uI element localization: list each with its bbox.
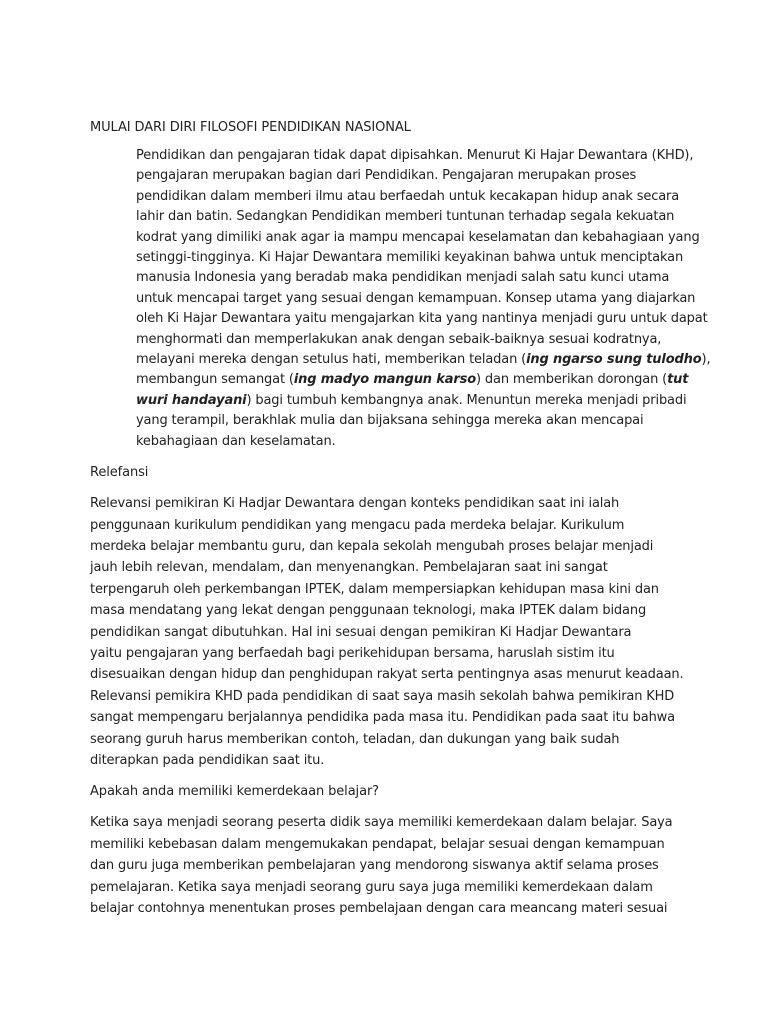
- emphasis-wuri-handayani: wuri handayani: [136, 392, 247, 408]
- paragraph-line: pemelajaran. Ketika saya menjadi seorang guru saya juga memiliki kemerdekaan dalam: [90, 879, 653, 895]
- line-segment: ) bagi tumbuh kembangnya anak. Menuntun mereka menjadi pribadi: [246, 392, 687, 408]
- line-segment: membangun semangat (: [136, 372, 294, 388]
- paragraph-line: Relevansi pemikiran Ki Hadjar Dewantara dengan konteks pendidikan saat ini ialah: [90, 496, 620, 512]
- paragraph-line: diterapkan pada pendidikan saat itu.: [90, 752, 325, 768]
- line-segment: melayani mereka dengan setulus hati, memberikan teladan (: [136, 352, 527, 368]
- paragraph-line: manusia Indonesia yang beradab maka pendidikan menjadi salah satu kunci utama: [136, 270, 670, 286]
- emphasis-ing-madyo: ing madyo mangun karso: [293, 372, 477, 388]
- paragraph-line: lahir dan batin. Sedangkan Pendidikan memberi tuntunan terhadap segala kekuatan: [136, 209, 675, 225]
- line-segment: ),: [701, 352, 711, 368]
- paragraph-line: kodrat yang dimiliki anak agar ia mampu mencapai keselamatan dan kebahagiaan yang: [136, 229, 700, 245]
- paragraph-line: merdeka belajar membantu guru, dan kepala sekolah mengubah proses belajar menjadi: [90, 538, 654, 554]
- paragraph-line: belajar contohnya menentukan proses pembelajaan dengan cara meancang materi sesuai: [90, 901, 668, 916]
- paragraph-line: disesuaikan dengan hidup dan penghidupan rakyat serta pentingnya asas menurut keadaan.: [90, 667, 684, 683]
- heading-relefansi: Relefansi: [90, 465, 149, 481]
- paragraph-line: kebahagiaan dan keselamatan.: [136, 433, 336, 449]
- paragraph-line: dan guru juga memberikan pembelajaran yang mendorong siswanya aktif selama proses: [90, 858, 659, 874]
- paragraph-philosophy: [136, 146, 711, 452]
- paragraph-line: yang terampil, berakhlak mulia dan bijaksana sehingga mereka akan mencapai: [136, 413, 644, 429]
- paragraph-line: penggunaan kurikulum pendidikan yang mengacu pada merdeka belajar. Kurikulum: [90, 517, 625, 533]
- paragraph-line: jauh lebih relevan, mendalam, dan menyenangkan. Pembelajaran saat ini sangat: [90, 560, 608, 576]
- paragraph-line: terpengaruh oleh perkembangan IPTEK, dalam mempersiapkan kehidupan masa kini dan: [90, 581, 659, 597]
- paragraph-relevance: [90, 493, 690, 771]
- paragraph-line: yaitu pengajaran yang berfaedah bagi perikehidupan bersama, haruslah sistim itu: [90, 645, 615, 661]
- emphasis-tut: tut: [667, 372, 689, 388]
- paragraph-line: [136, 391, 690, 411]
- paragraph-line: memiliki kebebasan dalam mengemukakan pendapat, belajar sesuai dengan kemampuan: [90, 836, 665, 852]
- paragraph-line: Ketika saya menjadi seorang peserta didik saya memiliki kemerdekaan dalam belajar. Saya: [90, 815, 673, 831]
- paragraph-line: masa mendatang yang lekat dengan penggunaan teknologi, maka IPTEK dalam bidang: [90, 603, 647, 619]
- paragraph-line: sangat mempengaru berjalannya pendidika pada masa itu. Pendidikan pada saat itu bahwa: [90, 710, 675, 726]
- paragraph-line: [136, 350, 711, 370]
- paragraph-line: untuk mencapai target yang sesuai dengan kemampuan. Konsep utama yang diajarkan: [136, 290, 696, 306]
- line-segment: ) dan memberikan dorongan (: [476, 372, 668, 388]
- paragraph-line: pengajaran merupakan bagian dari Pendidikan. Pengajaran merupakan proses: [136, 168, 637, 184]
- paragraph-line: [136, 370, 690, 390]
- paragraph-line: setinggi-tingginya. Ki Hajar Dewantara memiliki keyakinan bahwa untuk menciptakan: [136, 250, 684, 266]
- document-page: [90, 118, 711, 919]
- paragraph-line: Pendidikan dan pengajaran tidak dapat dipisahkan. Menurut Ki Hajar Dewantara (KHD),: [136, 148, 694, 163]
- paragraph-line: seorang guruh harus memberikan contoh, teladan, dan dukungan yang baik sudah: [90, 731, 620, 747]
- paragraph-line: oleh Ki Hajar Dewantara yaitu mengajarkan kita yang nantinya menjadi guru untuk dapat: [136, 311, 708, 327]
- emphasis-ing-ngarso: ing ngarso sung tulodho: [526, 352, 702, 368]
- paragraph-line: pendidikan dalam memberi ilmu atau berfaedah untuk kecakapan hidup anak secara: [136, 188, 680, 204]
- heading-question: Apakah anda memiliki kemerdekaan belajar?: [90, 784, 379, 800]
- document-title: MULAI DARI DIRI FILOSOFI PENDIDIKAN NASIONAL: [90, 120, 411, 135]
- paragraph-line: menghormati dan memperlakukan anak dengan sebaik-baiknya sesuai kodratnya,: [136, 331, 662, 347]
- paragraph-line: pendidikan sangat dibutuhkan. Hal ini sesuai dengan pemikiran Ki Hadjar Dewantara: [90, 624, 632, 640]
- paragraph-line: Relevansi pemikira KHD pada pendidikan di saat saya masih sekolah bahwa pemikiran KHD: [90, 688, 675, 704]
- paragraph-freedom: [90, 812, 690, 919]
